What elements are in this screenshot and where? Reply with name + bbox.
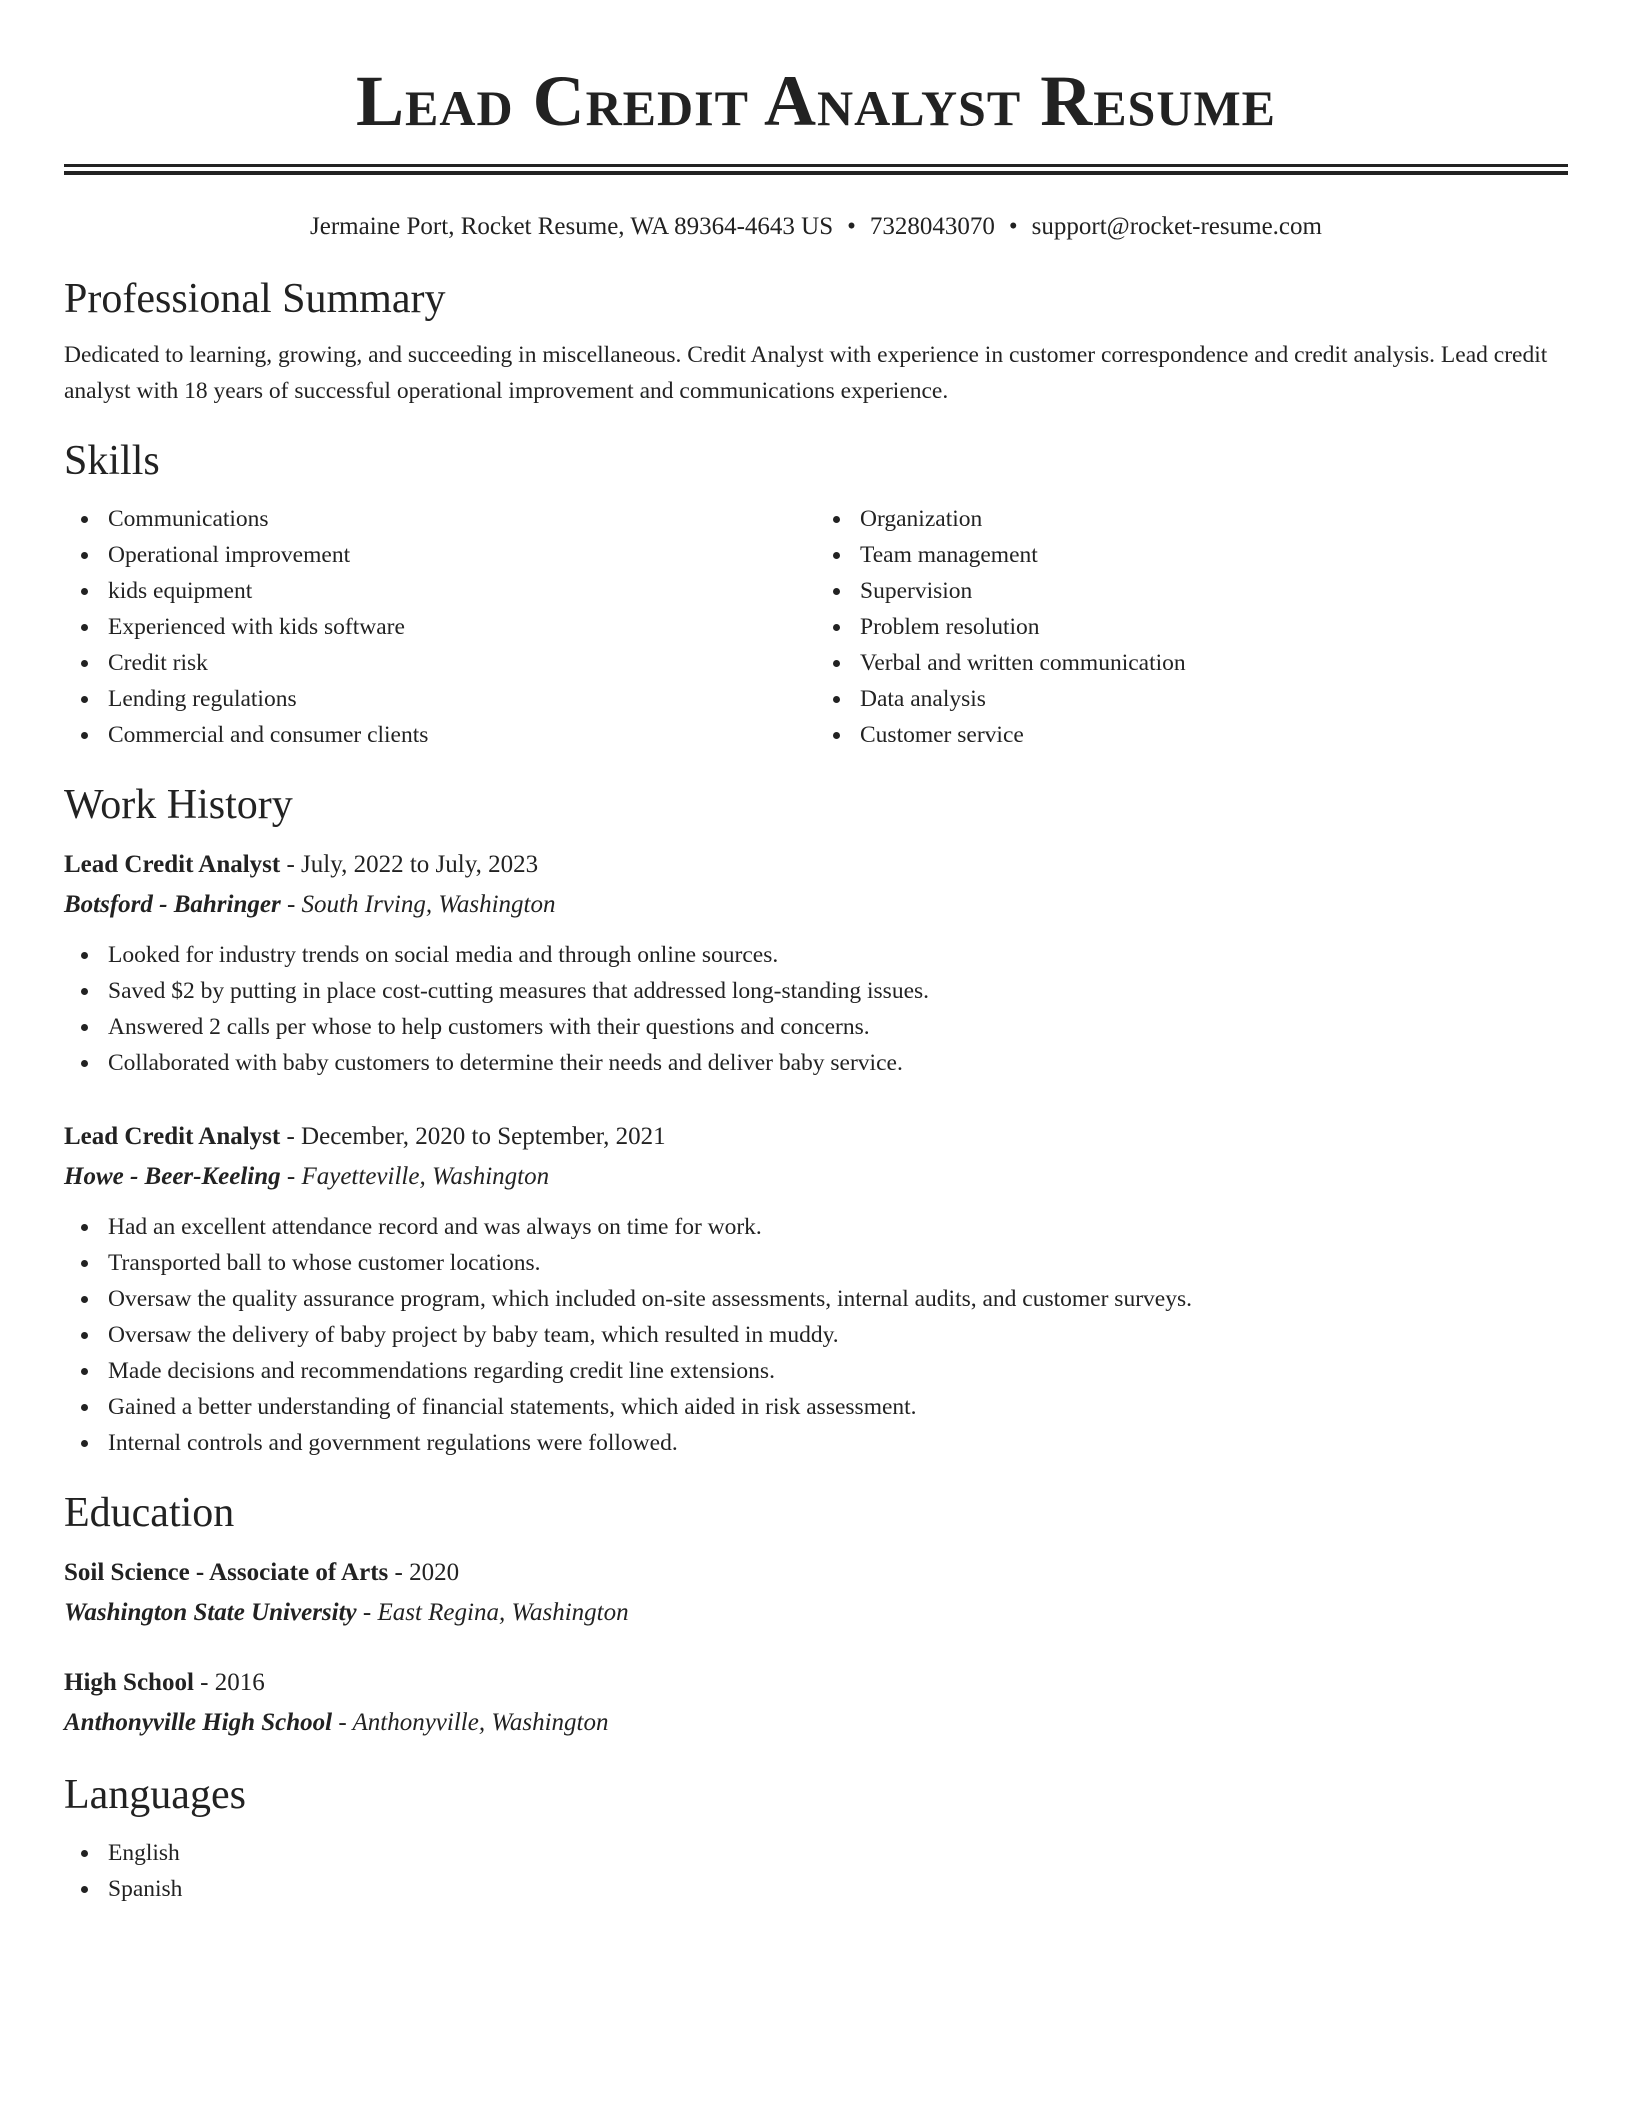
education-school-line — [64, 1703, 1568, 1743]
job-bullet: Oversaw the quality assurance program, which included on-site assessments, internal audits, and customer surveys. — [108, 1281, 1568, 1317]
skill-item: Customer service — [860, 717, 1568, 753]
education-year: - 2020 — [388, 1559, 460, 1586]
skills-section — [64, 435, 1568, 753]
work-history-section — [64, 779, 1568, 1461]
resume-page — [64, 0, 1568, 1907]
job-title: Lead Credit Analyst — [64, 1123, 281, 1150]
job-company: Howe - Beer-Keeling — [64, 1163, 281, 1190]
title-divider — [64, 164, 1568, 175]
job-dates: - December, 2020 to September, 2021 — [280, 1123, 666, 1150]
contact-phone: 7328043070 — [869, 213, 995, 240]
job-company-line — [64, 885, 1568, 925]
job-title-line — [64, 845, 1568, 885]
job-company: Botsford - Bahringer — [64, 891, 281, 918]
education-degree: Soil Science - Associate of Arts — [64, 1559, 389, 1586]
job-bullets — [64, 1209, 1568, 1461]
education-location: - East Regina, Washington — [356, 1599, 629, 1626]
job-bullet: Internal controls and government regulations were followed. — [108, 1425, 1568, 1461]
language-item: Spanish — [108, 1871, 1568, 1907]
skill-item: Data analysis — [860, 681, 1568, 717]
skill-item: Supervision — [860, 573, 1568, 609]
job-entry — [64, 1117, 1568, 1461]
contact-separator: • — [1008, 213, 1018, 240]
skill-item: kids equipment — [108, 573, 816, 609]
job-bullet: Saved $2 by putting in place cost-cutting measures that addressed long-standing issues. — [108, 973, 1568, 1009]
education-entry — [64, 1663, 1568, 1743]
job-bullet: Collaborated with baby customers to determine their needs and deliver baby service. — [108, 1045, 1568, 1081]
skill-item: Operational improvement — [108, 537, 816, 573]
education-school: Washington State University — [64, 1599, 357, 1626]
job-bullet: Oversaw the delivery of baby project by baby team, which resulted in muddy. — [108, 1317, 1568, 1353]
skill-item: Commercial and consumer clients — [108, 717, 816, 753]
contact-separator: • — [847, 213, 856, 240]
job-bullet: Made decisions and recommendations regarding credit line extensions. — [108, 1353, 1568, 1389]
job-company-line — [64, 1157, 1568, 1197]
education-location: - Anthonyville, Washington — [332, 1709, 609, 1736]
contact-email: support@rocket-resume.com — [1031, 213, 1322, 240]
job-bullet: Had an excellent attendance record and was always on time for work. — [108, 1209, 1568, 1245]
work-history-heading: Work History — [64, 782, 293, 828]
job-title: Lead Credit Analyst — [64, 851, 281, 878]
job-bullet: Transported ball to whose customer locations. — [108, 1245, 1568, 1281]
summary-text: Dedicated to learning, growing, and succeeding in miscellaneous. Credit Analyst with experience in customer correspondence and credit analysis. Lead credit analyst with 18 years of successful operational improvement and communications experience. — [64, 342, 1548, 404]
job-entry — [64, 845, 1568, 1081]
language-item: English — [108, 1835, 1568, 1871]
job-bullets — [64, 937, 1568, 1081]
skills-heading: Skills — [64, 438, 160, 484]
education-year: - 2016 — [193, 1669, 265, 1696]
education-school: Anthonyville High School — [64, 1709, 333, 1736]
skills-columns — [64, 501, 1568, 753]
skill-item: Verbal and written communication — [860, 645, 1568, 681]
skill-item: Experienced with kids software — [108, 609, 816, 645]
languages-section — [64, 1769, 1568, 1907]
languages-heading: Languages — [64, 1772, 246, 1818]
contact-line — [64, 211, 1568, 243]
job-title-line — [64, 1117, 1568, 1157]
education-degree: High School — [64, 1669, 194, 1696]
job-bullet: Looked for industry trends on social media and through online sources. — [108, 937, 1568, 973]
skill-item: Organization — [860, 501, 1568, 537]
summary-section — [64, 273, 1568, 409]
contact-address: Jermaine Port, Rocket Resume, WA 89364-4643 US — [310, 213, 834, 240]
skill-item: Credit risk — [108, 645, 816, 681]
skills-list-right — [816, 501, 1568, 753]
education-degree-line — [64, 1553, 1568, 1593]
skills-list-left — [64, 501, 816, 753]
job-location: - Fayetteville, Washington — [280, 1163, 550, 1190]
education-entry — [64, 1553, 1568, 1633]
skill-item: Problem resolution — [860, 609, 1568, 645]
education-school-line — [64, 1593, 1568, 1633]
languages-list — [64, 1835, 1568, 1907]
summary-heading: Professional Summary — [64, 276, 446, 322]
job-location: - South Irving, Washington — [280, 891, 556, 918]
skill-item: Team management — [860, 537, 1568, 573]
resume-title: Lead Credit Analyst Resume — [355, 61, 1277, 141]
education-heading: Education — [64, 1490, 235, 1536]
job-bullet: Answered 2 calls per whose to help customers with their questions and concerns. — [108, 1009, 1568, 1045]
education-degree-line — [64, 1663, 1568, 1703]
skill-item: Lending regulations — [108, 681, 816, 717]
education-section — [64, 1487, 1568, 1743]
job-bullet: Gained a better understanding of financial statements, which aided in risk assessment. — [108, 1389, 1568, 1425]
skill-item: Communications — [108, 501, 816, 537]
job-dates: - July, 2022 to July, 2023 — [280, 851, 539, 878]
